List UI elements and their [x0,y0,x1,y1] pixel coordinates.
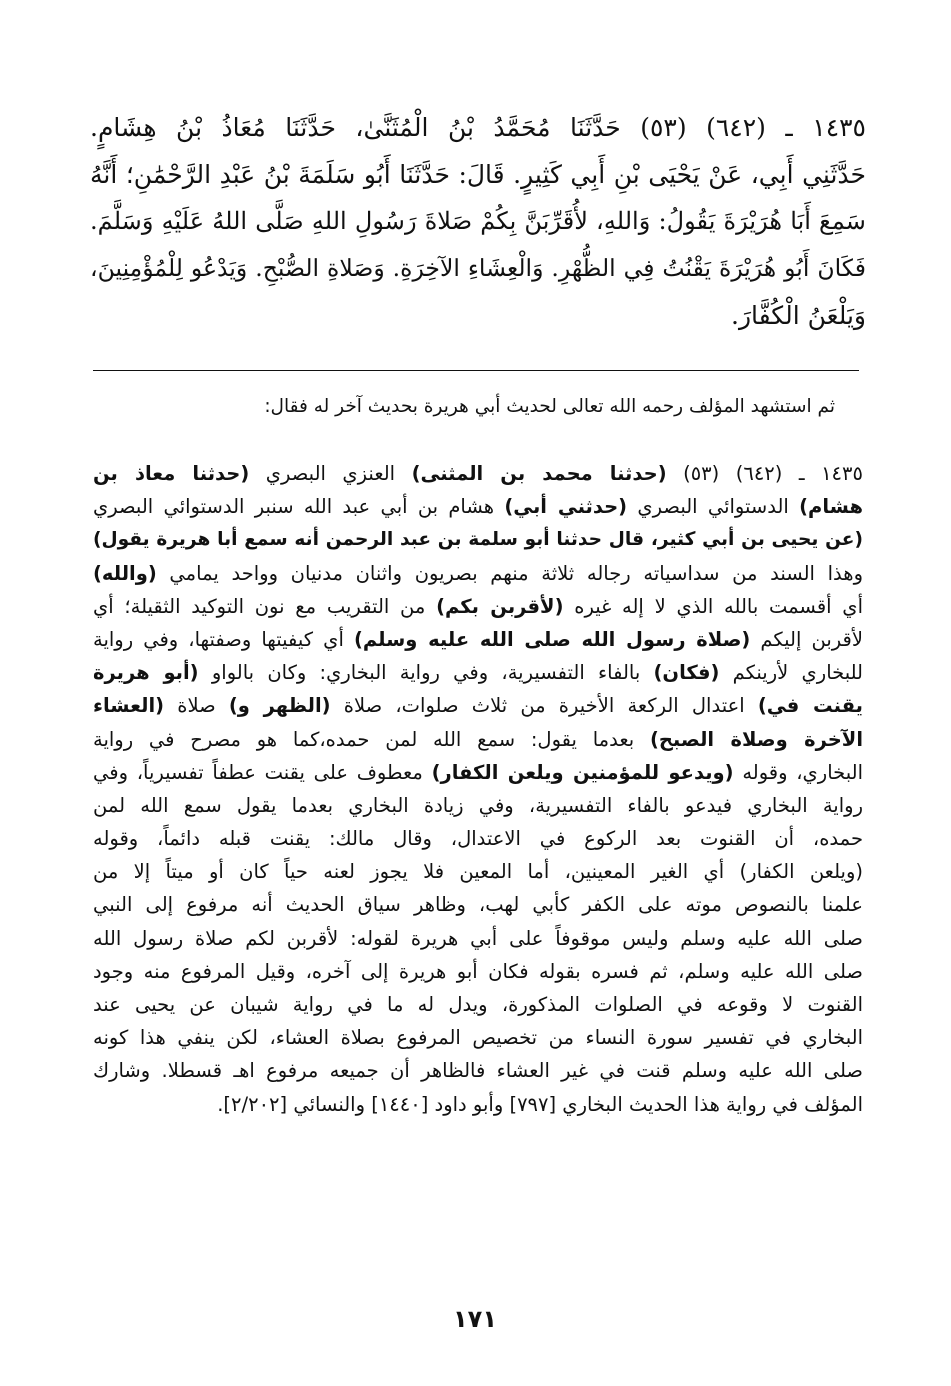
bold-quote: (حدثنا معاذ بن [93,462,250,485]
commentary-text [93,457,863,1121]
bold-quote: يقنت في) [757,694,863,718]
hadith-line: فَكَانَ أَبُو هُرَيْرَةَ يَقْنُتُ فِي الظُّهْرِ. وَالْعِشَاءِ الآخِرَةِ. وَصَلاةِ الصُّبْحِ. وَيَدْعُو لِلْمُؤْمِنِينَ، [90,254,866,282]
commentary-line [93,656,863,689]
text-segment: أي كيفيتها وصفتها، وفي رواية [93,627,354,651]
commentary-line [93,988,863,1021]
text-segment: حمده، أن القنوت بعد الركوع في الاعتدال، وقال مالك: يقنت قبله دائماً، وقوله [93,827,863,851]
text-segment: اعتدال الركعة الأخيرة من ثلاث صلوات، صلاة [330,694,758,718]
commentary-line [93,756,863,789]
text-segment: بالفاء التفسيرية، وفي رواية البخاري: وكان بالواو [198,661,654,685]
text-segment: من التقريب مع نون التوكيد الثقيلة؛ أي [93,594,437,618]
commentary-line [93,888,863,921]
bold-quote: هشام) [799,495,863,519]
bold-quote: (لأقربن بكم) [436,594,564,618]
commentary-line [93,490,863,523]
section-divider [93,370,859,371]
text-segment: صلاة [164,694,229,718]
commentary-line [93,523,863,556]
commentary-line [93,557,863,590]
text-segment: أي أقسمت بالله الذي لا إله غيره [563,594,863,618]
text-segment: العنزي البصري [249,462,412,485]
text-segment: بعدما يقول: سمع الله لمن حمده،كما هو مصرح في رواية [93,727,650,751]
commentary-line [93,1021,863,1054]
text-segment: ١٤٣٥ ـ (٦٤٢) (٥٣) [666,462,863,485]
text-segment: البخاري في تفسير سورة النساء من تخصيص المرفوع بصلاة العشاء، لكن ينفي هذا كونه [93,1026,863,1050]
commentary-line [93,689,863,722]
commentary-line [93,590,863,623]
text-segment: الدستوائي البصري [627,495,800,519]
bold-quote: (حدثنا محمد بن المثنى) [411,462,667,485]
bold-quote: (العشاء [93,694,165,718]
commentary-line [93,723,863,756]
hadith-line: وَيَلْعَنُ الْكُفَّارَ. [731,301,866,330]
text-segment: صلى الله عليه وسلم، ثم فسره بقوله فكان أبو هريرة إلى آخره، وقيل المرفوع منه وجود [93,959,863,983]
text-segment: هشام بن أبي عبد الله سنبر الدستوائي البصري [93,495,505,519]
bold-quote: (أبو هريرة [93,661,199,685]
text-segment: البخاري، وقوله [733,760,863,784]
text-segment: علمنا بالنصوص موته على الكفر كأبي لهب، وظاهر سياق الحديث أنه مرفوع إلى النبي [93,893,863,917]
text-segment: (ويلعن الكفار) أي الغير المعينين، أما المعين فلا يجوز لعنه حياً كان أو ميتاً إلا من [93,860,863,884]
intro-text: ثم استشهد المؤلف رحمه الله تعالى لحديث أبي هريرة بحديث آخر له فقال: [264,396,835,417]
hadith-line: ١٤٣٥ ـ (٦٤٢) (٥٣) حَدَّثَنَا مُحَمَّدُ بْنُ الْمُثَنَّىٰ، حَدَّثَنَا مُعَاذُ بْنُ هِشَامٍ. [90,113,866,142]
text-segment: رواية البخاري فيدعو بالفاء التفسيرية، وفي زيادة البخاري بعدما يقول سمع الله لمن [93,793,863,817]
commentary-line [93,855,863,888]
commentary-line [93,822,863,855]
commentary-line [93,955,863,988]
commentary-line [93,457,863,490]
commentary-line [93,1088,863,1121]
page-number: ١٧١ [453,1305,497,1333]
text-segment: وهذا السند من سداسياته رجاله ثلاثة منهم بصريون واثنان مدنيان وواحد يمامي [156,561,863,585]
hadith-text [90,104,866,339]
bold-quote: (ويدعو للمؤمنين ويلعن الكفار) [431,760,734,784]
text-segment: للبخاري لأرينكم [719,661,863,685]
commentary-line [93,922,863,955]
text-segment: صلى الله عليه وسلم قنت في غير العشاء فالظاهر أن جميعه مرفوع اهـ قسطلا. وشارك [93,1059,863,1083]
commentary-line [93,789,863,822]
text-segment: صلى الله عليه وسلم وليس موقوفاً على أبي هريرة لقوله: لأقربن لكم صلاة رسول الله [93,926,863,950]
bold-quote: (فكان) [653,661,720,685]
hadith-line: سَمِعَ أَبَا هُرَيْرَةَ يَقُولُ: وَاللهِ، لأُقَرِّبَنَّ بِكُمْ صَلاةَ رَسُولِ اللهِ صَلَّى اللهُ عَلَيْهِ وَسَلَّمَ. [90,207,866,235]
text-segment: لأقربن إليكم [750,627,863,651]
commentary-line [93,1054,863,1087]
text-segment: المؤلف في رواية هذا الحديث البخاري [٧٩٧] وأبو داود [١٤٤٠] والنسائي [٢/٢٠٢]. [217,1092,863,1116]
bold-quote: (صلاة رسول الله صلى الله عليه وسلم) [353,627,751,651]
bold-quote: (عن يحيى بن أبي كثير، قال حدثنا أبو سلمة بن عبد الرحمن أنه سمع أبا هريرة يقول) [93,529,863,551]
hadith-line: حَدَّثَنِي أَبِي، عَنْ يَحْيَى بْنِ أَبِي كَثِيرٍ. قَالَ: حَدَّثَنَا أَبُو سَلَمَةَ بْنُ عَبْدِ الرَّحْمَٰنِ؛ أَنَّهُ [90,160,866,189]
bold-quote: (والله) [93,561,157,585]
bold-quote: الآخرة وصلاة الصبح) [649,727,863,751]
text-segment: معطوف على يقنت عطفاً تفسيرياً، وفي [93,760,432,784]
bold-quote: (حدثني أبي) [504,495,628,519]
bold-quote: (الظهر و) [228,694,331,718]
text-segment: القنوت لا وقوعه في الصلوات المذكورة، ويدل له ما في رواية شيبان عن يحيى عند [93,993,863,1016]
commentary-line [93,623,863,656]
